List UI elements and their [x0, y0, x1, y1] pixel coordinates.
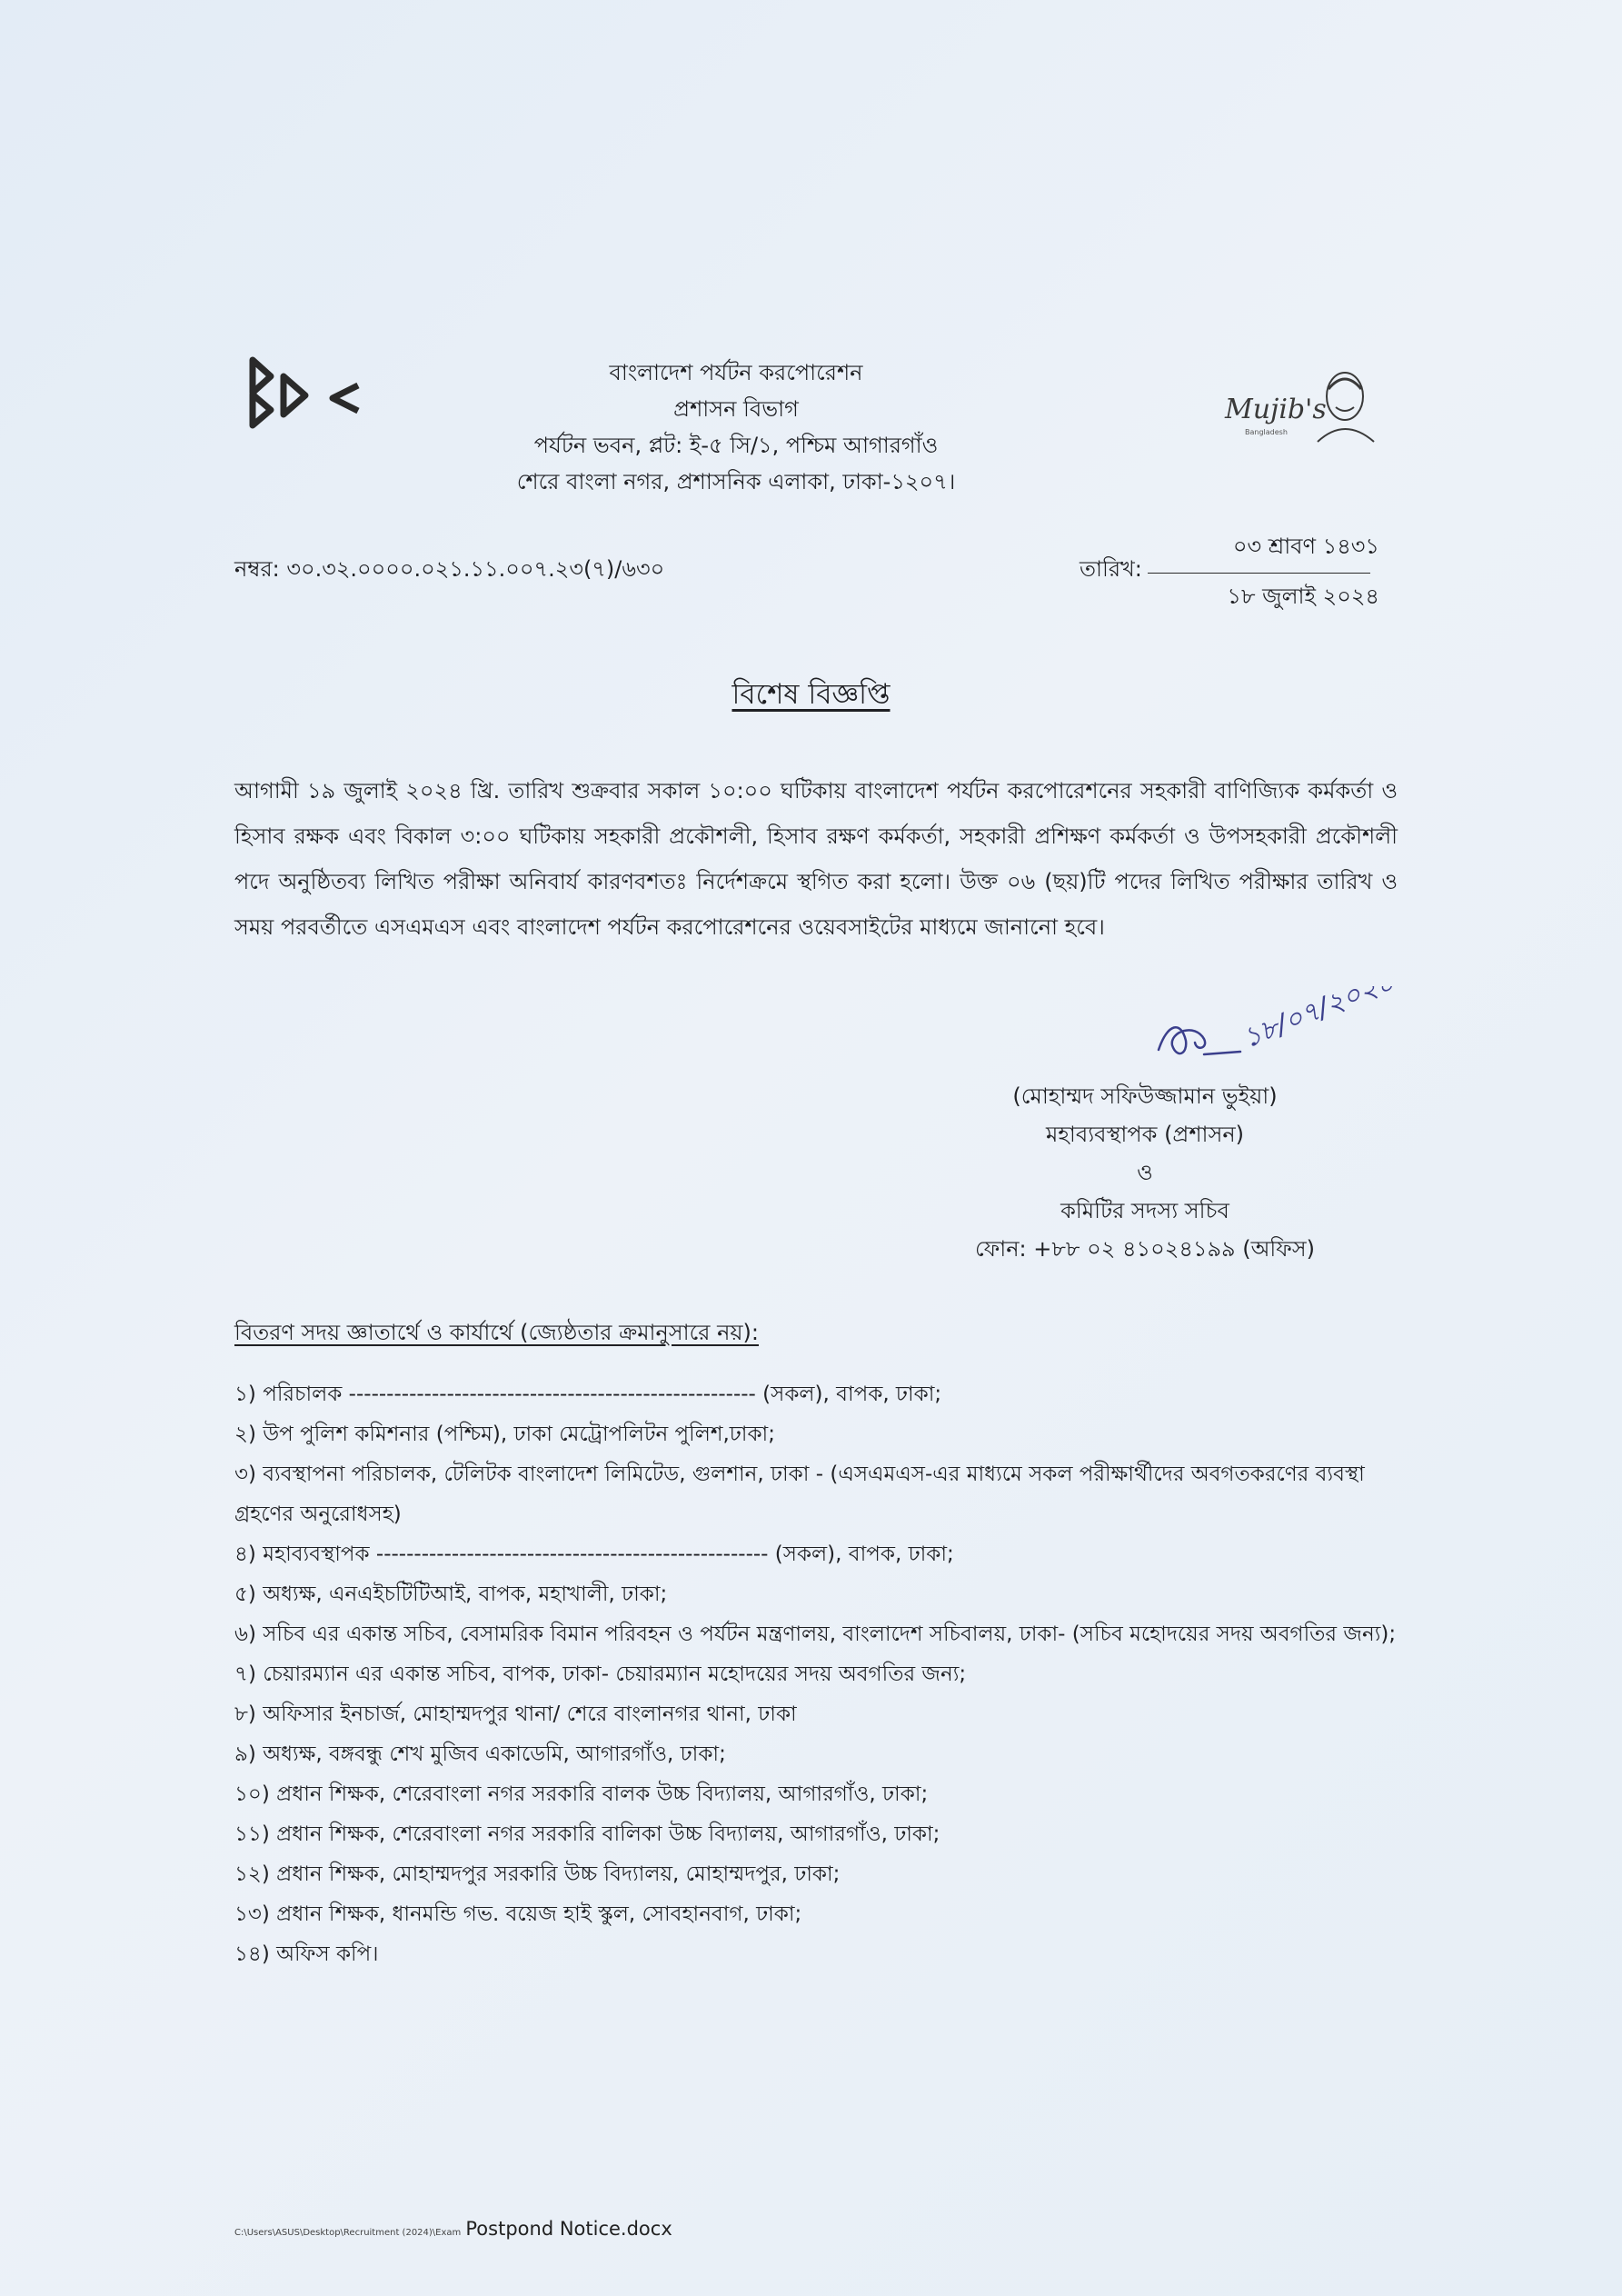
signatory-designation: মহাব্যবস্থাপক (প্রশাসন): [1045, 1122, 1245, 1147]
notice-title-text: বিশেষ বিজ্ঞপ্তি: [731, 678, 891, 711]
distribution-list: [234, 1374, 1398, 1974]
list-item: ১১) প্রধান শিক্ষক, শেরেবাংলা নগর সরকারি বালিকা উচ্চ বিদ্যালয়, আগারগাঁও, ঢাকা;: [234, 1822, 940, 1846]
list-item: ৭) চেয়ারম্যান এর একান্ত সচিব, বাপক, ঢাকা- চেয়ারম্যান মহোদয়ের সদয় অবগতির জন্য;: [234, 1662, 967, 1686]
date-label: তারিখ:: [1080, 556, 1142, 582]
footer-file-path: [234, 2218, 672, 2240]
distribution-heading-text: বিতরণ সদয় জ্ঞাতার্থে ও কার্যার্থে (জ্যেষ্ঠতার ক্রমানুসারে নয়):: [234, 1320, 760, 1345]
notice-title: [454, 673, 1168, 720]
footer-directory: C:\Users\ASUS\Desktop\Recruitment (2024)\Exam: [234, 2228, 462, 2238]
list-item: ১২) প্রধান শিক্ষক, মোহাম্মদপুর সরকারি উচ্চ বিদ্যালয়, মোহাম্মদপুর, ঢাকা;: [234, 1862, 841, 1886]
mujib-logo-subtext: Bangladesh: [1245, 428, 1288, 436]
handwritten-date: ১৮/০৭/২০২৪: [1238, 986, 1399, 1055]
list-item: ৬) সচিব এর একান্ত সচিব, বেসামরিক বিমান পরিবহন ও পর্যটন মন্ত্রণালয়, বাংলাদেশ সচিবালয়, ঢাকা- (সচিব মহোদয়ের সদয় অবগতির জন্য);: [234, 1622, 1397, 1646]
signatory-name: (মোহাম্মদ সফিউজ্জামান ভুইয়া): [1012, 1083, 1278, 1109]
organization-header: [509, 354, 963, 500]
signatory-phone: ফোন: +৮৮ ০২ ৪১০২৪১৯৯ (অফিস): [974, 1236, 1316, 1262]
organization-name: বাংলাদেশ পর্যটন করপোরেশন: [609, 360, 863, 385]
list-item: ৯) অধ্যক্ষ, বঙ্গবন্ধু শেখ মুজিব একাডেমি, আগারগাঁও, ঢাকা;: [234, 1742, 726, 1766]
department-name: প্রশাসন বিভাগ: [673, 396, 799, 422]
memo-number: নম্বর: ৩০.৩২.০০০০.০২১.১১.০০৭.২৩(৭)/৬৩০: [234, 556, 665, 582]
date-gregorian: ১৮ জুলাই ২০২৪: [1227, 584, 1379, 609]
handwritten-signature: [1140, 986, 1413, 1086]
bpc-emblem-icon: [245, 356, 382, 429]
address-line-1: পর্যটন ভবন, প্লট: ই-৫ সি/১, পশ্চিম আগারগাঁও: [533, 433, 939, 458]
list-item: ৫) অধ্যক্ষ, এনএইচটিটিআই, বাপক, মহাখালী, ঢাকা;: [234, 1582, 668, 1606]
mujib-logo-wordmark: Mujib's: [1225, 394, 1327, 425]
date-block: [1080, 525, 1379, 616]
list-item: ১৪) অফিস কপি।: [234, 1942, 379, 1966]
signatory-block: [963, 1077, 1327, 1268]
address-line-2: শেরে বাংলা নগর, প্রশাসনিক এলাকা, ঢাকা-১২০৭।: [516, 469, 956, 494]
distribution-heading: [234, 1316, 759, 1353]
list-item: ৪) মহাব্যবস্থাপক ---------------------------------------------------- (সকল), বাপক, ঢাকা;: [234, 1542, 954, 1566]
date-divider: [1148, 573, 1370, 574]
list-item: ৩) ব্যবস্থাপনা পরিচালক, টেলিটক বাংলাদেশ লিমিটেড, গুলশান, ঢাকা - (এসএমএস-এর মাধ্যমে সকল পরীক্ষার্থীদের অবগতকরণের ব্যবস্থা গ্রহণের অনুরোধসহ): [234, 1462, 1365, 1526]
mujib-portrait-logo: [1209, 362, 1381, 448]
list-item: ২) উপ পুলিশ কমিশনার (পশ্চিম), ঢাকা মেট্রোপলিটন পুলিশ,ঢাকা;: [234, 1423, 775, 1446]
footer-filename: Postpond Notice.docx: [465, 2218, 672, 2240]
list-item: ৮) অফিসার ইনচার্জ, মোহাম্মদপুর থানা/ শেরে বাংলানগর থানা, ঢাকা: [234, 1702, 797, 1726]
list-item: ১৩) প্রধান শিক্ষক, ধানমন্ডি গভ. বয়েজ হাই স্কুল, সোবহানবাগ, ঢাকা;: [234, 1902, 802, 1926]
notice-body-paragraph: আগামী ১৯ জুলাই ২০২৪ খ্রি. তারিখ শুক্রবার সকাল ১০:০০ ঘটিকায় বাংলাদেশ পর্যটন করপোরেশনের সহকারী বাণিজ্যিক কর্মকর্তা ও হিসাব রক্ষক এবং বিকাল ৩:০০ ঘটিকায় সহকারী প্রকৌশলী, হিসাব রক্ষণ কর্মকর্তা, সহকারী প্রশিক্ষণ কর্মকর্তা ও উপসহকারী প্রকৌশলী পদে অনুষ্ঠিতব্য লিখিত পরীক্ষা অনিবার্য কারণবশতঃ নির্দেশক্রমে স্থগিত করা হলো। উক্ত ০৬ (ছয়)টি পদের লিখিত পরীক্ষার তারিখ ও সময় পরবর্তীতে এসএমএস এবং বাংলাদেশ পর্যটন করপোরেশনের ওয়েবসাইটের মাধ্যমে জানানো হবে।: [234, 778, 1398, 940]
list-item: ১০) প্রধান শিক্ষক, শেরেবাংলা নগর সরকারি বালক উচ্চ বিদ্যালয়, আগারগাঁও, ঢাকা;: [234, 1782, 929, 1806]
signatory-role: কমিটির সদস্য সচিব: [1060, 1198, 1229, 1223]
signatory-conjunction: ও: [1137, 1160, 1153, 1185]
list-item: ১) পরিচালক ------------------------------------------------------ (সকল), বাপক, ঢাকা;: [234, 1383, 942, 1406]
notice-body: [234, 768, 1398, 950]
date-bengali-calendar: ০৩ শ্রাবণ ১৪৩১: [1232, 534, 1379, 559]
